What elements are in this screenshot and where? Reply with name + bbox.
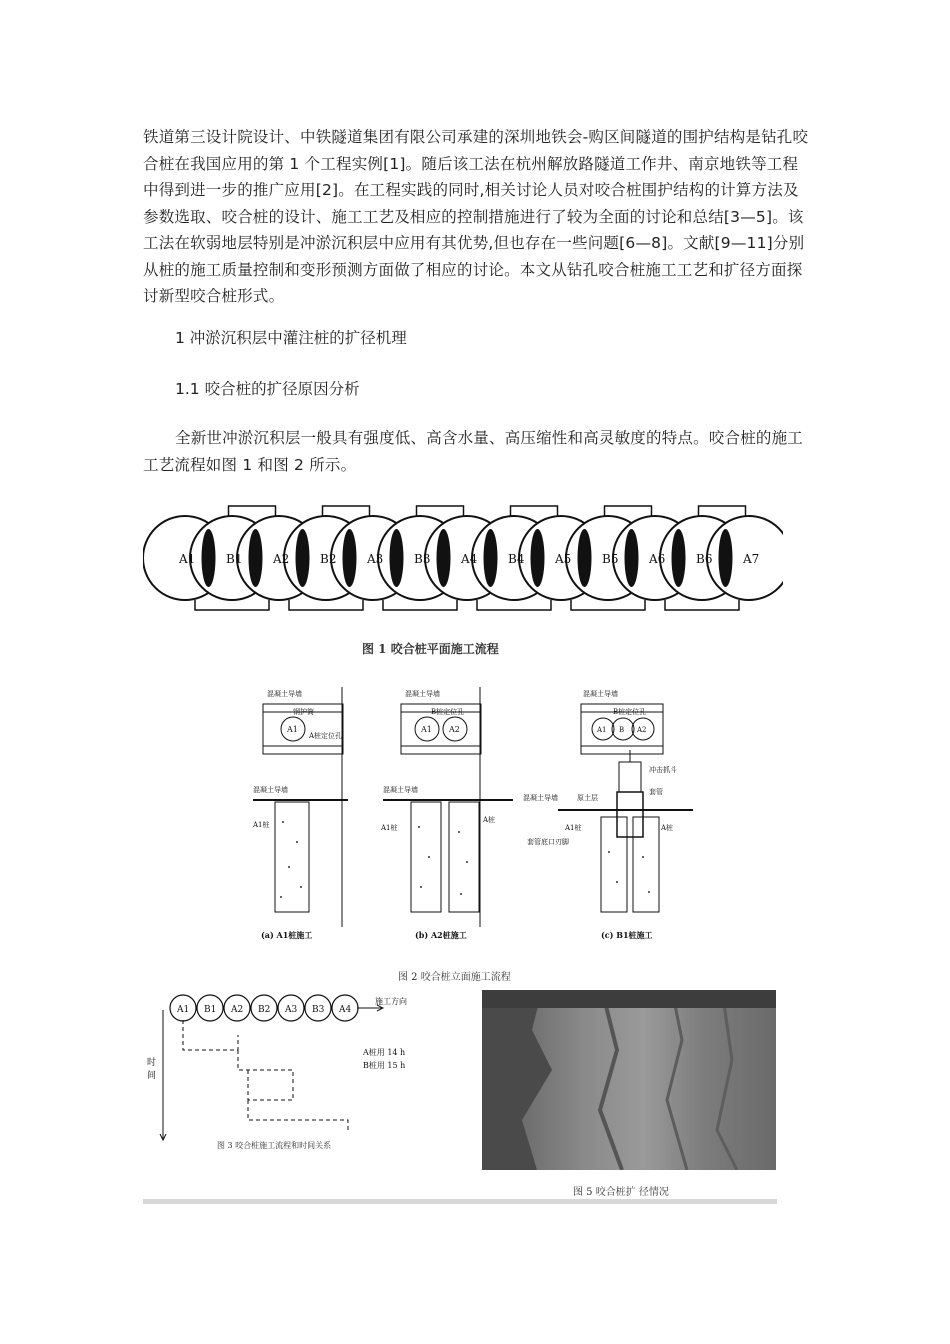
label-a2-pile-c: A桩 [661, 824, 674, 832]
fig3-note-a: A桩用 14 h [363, 1048, 406, 1057]
flow-arrow [323, 506, 370, 516]
pile-label: A1 [179, 552, 196, 566]
label-guide-wall-c2: 混凝土导墙 [523, 794, 558, 802]
pile-overlap [484, 529, 498, 587]
section-heading-1-1: 1.1 咬合桩的扩径原因分析 [175, 380, 360, 398]
label-blade: 套管底口刃脚 [527, 838, 569, 846]
pile-label: B4 [508, 552, 525, 566]
flow-arrow [195, 600, 269, 610]
timeline-pile-label: B1 [204, 1005, 217, 1015]
flow-arrow [605, 506, 652, 516]
pile-label: B2 [320, 552, 337, 566]
pile-label: B1 [226, 552, 243, 566]
intro-paragraph: 铁道第三设计院设计、中铁隧道集团有限公司承建的深圳地铁会-购区间隧道的围护结构是钻孔咬合桩在我国应用的第 1 个工程实例[1]。随后该工法在杭州解放路隧道工作井、南京地铁等工程中得到进一步的推广应用[2]。在工程实践的同时,相关讨论人员对咬合桩围护结构的计算方法及参数选取、咬合桩的设计、施工工艺及相应的控制措施进行了较为全面的讨论和总结[3—5]。该工法在软弱地层特别是冲淤沉积层中应用有其优势,但也存在一些问题[6—8]。文献[9—11]分别从桩的施工质量控制和变形预测方面做了相应的讨论。本文从钻孔咬合桩施工工艺和扩径方面探讨新型咬合桩形式。 [143, 128, 809, 305]
label-soil: 原土层 [577, 794, 598, 802]
timeline-pile-label: A3 [285, 1005, 298, 1015]
pile-label: A5 [555, 552, 572, 566]
flow-arrow [477, 600, 551, 610]
fig3-time-axis-1: 时 [147, 1058, 157, 1068]
flow-arrow [289, 600, 363, 610]
label-a1-pile: A1桩 [253, 821, 270, 829]
label-guide-wall-b: 混凝土导墙 [405, 690, 440, 698]
flow-arrow [417, 506, 464, 516]
fig3-direction: 施工方向 [375, 997, 407, 1006]
label-guide-wall-c: 混凝土导墙 [583, 690, 618, 698]
label-steel-casing: 钢护筒 [293, 708, 314, 716]
fig3-note-b: B桩用 15 h [363, 1061, 406, 1070]
label-guide-wall-a: 混凝土导墙 [267, 690, 302, 698]
pile-overlap [296, 529, 310, 587]
fig2-sub-b: (b) A2桩施工 [415, 930, 467, 940]
label-b-pos-c: B桩定位孔 [613, 708, 647, 716]
timeline-pile-label: B2 [258, 1005, 271, 1015]
label-casing: 套管 [649, 788, 663, 796]
pile-overlap [672, 529, 686, 587]
fig3-time-axis-2: 间 [147, 1071, 157, 1081]
flow-arrow [383, 600, 457, 610]
fig2-sub-a: (a) A1桩施工 [261, 930, 313, 940]
label-a1-pile-c: A1桩 [565, 824, 582, 832]
flow-arrow [665, 600, 739, 610]
figure-2-elevation [253, 682, 693, 947]
pile-overlap [202, 529, 216, 587]
pile-overlap [249, 529, 263, 587]
label-a1-pile-b: A1桩 [381, 824, 398, 832]
label-a-pos: A桩定位孔 [309, 732, 343, 740]
pile-overlap [390, 529, 404, 587]
pile-overlap [578, 529, 592, 587]
label-a1-plan-c: A1 [597, 726, 607, 734]
figure-2-caption: 图 2 咬合桩立面施工流程 [398, 972, 511, 983]
bottom-strip [143, 1199, 777, 1204]
label-guide-wall-a2: 混凝土导墙 [253, 786, 288, 794]
label-guide-wall-b2: 混凝土导墙 [383, 786, 418, 794]
pile-label: B5 [602, 552, 619, 566]
label-b-pos-b: B桩定位孔 [431, 708, 465, 716]
timeline-pile-label: A4 [339, 1005, 352, 1015]
pile-label: A7 [743, 552, 760, 566]
figure-5-caption: 图 5 咬合桩扩 径情况 [573, 1187, 669, 1198]
fig3-caption: 图 3 咬合桩施工流程和时间关系 [217, 1141, 332, 1150]
flow-arrow [229, 506, 276, 516]
pile-overlap [343, 529, 357, 587]
pile-label: A2 [273, 552, 290, 566]
pile-overlap [625, 529, 639, 587]
pile-label: B3 [414, 552, 431, 566]
label-a2-plan-c: A2 [637, 726, 647, 734]
pile-overlap [437, 529, 451, 587]
body-paragraph: 全新世冲淤沉积层一般具有强度低、高含水量、高压缩性和高灵敏度的特点。咬合桩的施工工艺流程如图 1 和图 2 所示。 [143, 429, 804, 474]
figure-1-caption: 图 1 咬合桩平面施工流程 [362, 642, 499, 656]
flow-arrow [699, 506, 746, 516]
flow-arrow [511, 506, 558, 516]
fig2-sub-c: (c) B1桩施工 [601, 930, 653, 940]
label-a-pile-b: A桩 [483, 816, 496, 824]
timeline-pile-label: A2 [231, 1005, 244, 1015]
pile-label: B6 [696, 552, 713, 566]
label-a2-plan-b: A2 [449, 725, 460, 734]
section-heading-1: 1 冲淤沉积层中灌注桩的扩径机理 [175, 329, 407, 347]
label-a1-plan: A1 [287, 725, 298, 734]
pile-label: A6 [649, 552, 666, 566]
flow-arrow [571, 600, 645, 610]
pile-overlap [531, 529, 545, 587]
timeline-pile-label: A1 [177, 1005, 190, 1015]
figure-1-plan [143, 500, 783, 615]
figure-3-timeline [143, 990, 443, 1155]
figure-5-photo [482, 990, 776, 1170]
pile-overlap [719, 529, 733, 587]
label-a1-plan-b: A1 [421, 725, 432, 734]
pile-label: A4 [461, 552, 478, 566]
label-b-plan-c: B [619, 726, 625, 734]
pile-label: A3 [367, 552, 384, 566]
timeline-pile-label: B3 [312, 1005, 325, 1015]
label-impact-bucket: 冲击抓斗 [649, 766, 677, 774]
